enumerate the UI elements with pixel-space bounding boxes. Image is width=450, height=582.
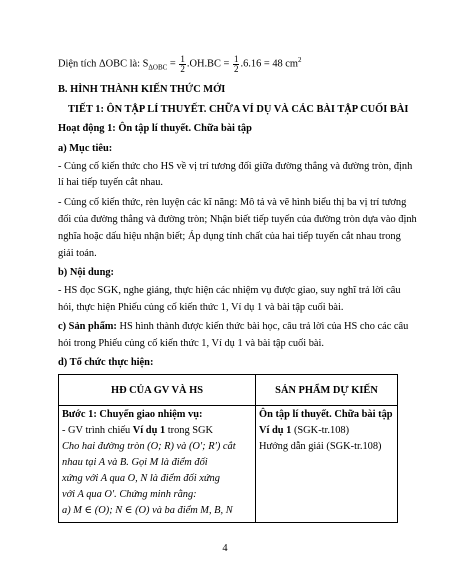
objectives-heading: a) Mục tiêu: [58, 143, 113, 154]
table-header-product: SẢN PHẨM DỰ KIẾN [256, 375, 398, 406]
table-cell-activity [59, 406, 256, 523]
objectives-line: lí hai tiếp tuyến cắt nhau. [58, 177, 164, 188]
product-paragraph [58, 320, 409, 333]
step-heading: Bước 1: Chuyển giao nhiệm vụ: [62, 409, 203, 420]
present-example: Ví dụ 1 [132, 425, 166, 436]
table-row [59, 406, 398, 523]
table-cell-product [256, 406, 398, 523]
organization-heading: d) Tổ chức thực hiện: [58, 357, 154, 368]
area-equals: = [167, 58, 179, 70]
fraction-numerator: 1 [233, 53, 239, 64]
fraction-denominator: 2 [233, 63, 239, 74]
problem-line: xứng với A qua O, N là điểm đối xứng [62, 473, 220, 484]
activity-title: Hoạt động 1: Ôn tập lí thuyết. Chữa bài tập [58, 123, 252, 134]
content-heading: b) Nội dung: [58, 267, 115, 278]
area-unit-exponent: 2 [298, 56, 302, 64]
fraction-half-2 [233, 55, 240, 74]
guide-line: Hướng dẫn giải (SGK-tr.108) [259, 441, 382, 452]
objectives-line: - Củng cố kiến thức, rèn luyện các kĩ năng: Mô tả và vẽ hình biểu thị ba vị trí tương [58, 197, 407, 208]
problem-line: với A qua O′. Chứng minh rằng: [62, 489, 197, 500]
product-heading: c) Sản phẩm: [58, 321, 117, 332]
example-reference: (SGK-tr.108) [291, 425, 350, 436]
example-label: Ví dụ 1 [259, 425, 292, 436]
fraction-numerator: 1 [180, 53, 185, 64]
objectives-line: nghĩa hoặc dấu hiệu nhận biết; Áp dụng tính chất của hai tiếp tuyến cắt nhau trong [58, 231, 401, 242]
area-result: .6.16 = 48 cm [240, 58, 299, 70]
problem-line: a) M ∈ (O); N ∈ (O) và ba điểm M, B, N [62, 505, 233, 516]
content-line: hỏi, thực hiện Phiếu củng cố kiến thức 1, Ví dụ 1 và bài tập cuối bài. [58, 302, 344, 313]
present-suffix: trong SGK [165, 425, 214, 436]
product-title: Ôn tập lí thuyết. Chữa bài tập [259, 409, 393, 420]
table-header-activity: HĐ CỦA GV VÀ HS [59, 375, 256, 406]
present-prefix: - GV trình chiếu [62, 425, 133, 436]
fraction-half-1 [179, 55, 186, 74]
activity-table [58, 374, 398, 523]
area-middle: .OH.BC = [186, 58, 232, 70]
section-heading: B. HÌNH THÀNH KIẾN THỨC MỚI [58, 84, 226, 95]
present-line [62, 424, 252, 437]
table-header-row [59, 375, 398, 406]
area-subscript: ΔOBC [148, 63, 168, 72]
product-line: hỏi trong Phiếu củng cố kiến thức 1, Ví dụ 1 và bài tập cuối bài. [58, 338, 325, 349]
area-prefix: Diện tích ΔOBC là: S [58, 58, 149, 70]
content-line: - HS đọc SGK, nghe giảng, thực hiện các nhiệm vụ được giao, suy nghĩ trả lời câu [58, 285, 401, 296]
fraction-denominator: 2 [180, 63, 185, 74]
product-text: HS hình thành được kiến thức bài học, câu trả lời của HS cho các câu [116, 321, 409, 332]
lesson-title: TIẾT 1: ÔN TẬP LÍ THUYẾT. CHỮA VÍ DỤ VÀ CÁC BÀI TẬP CUỐI BÀI [68, 104, 409, 115]
objectives-line: - Củng cố kiến thức cho HS về vị trí tương đối giữa đường thẳng và đường tròn, định [58, 161, 413, 172]
example-line [259, 424, 394, 437]
page-number: 4 [222, 543, 228, 554]
problem-line: Cho hai đường tròn (O; R) và (O′; R′) cắt [62, 441, 236, 452]
objectives-line: đối của đường thẳng và đường tròn; Nhận biết tiếp tuyến của đường tròn dựa vào định [58, 214, 417, 225]
objectives-line: giải toán. [58, 248, 97, 259]
problem-line: nhau tại A và B. Gọi M là điểm đối [62, 457, 208, 468]
area-formula-line [58, 54, 398, 75]
